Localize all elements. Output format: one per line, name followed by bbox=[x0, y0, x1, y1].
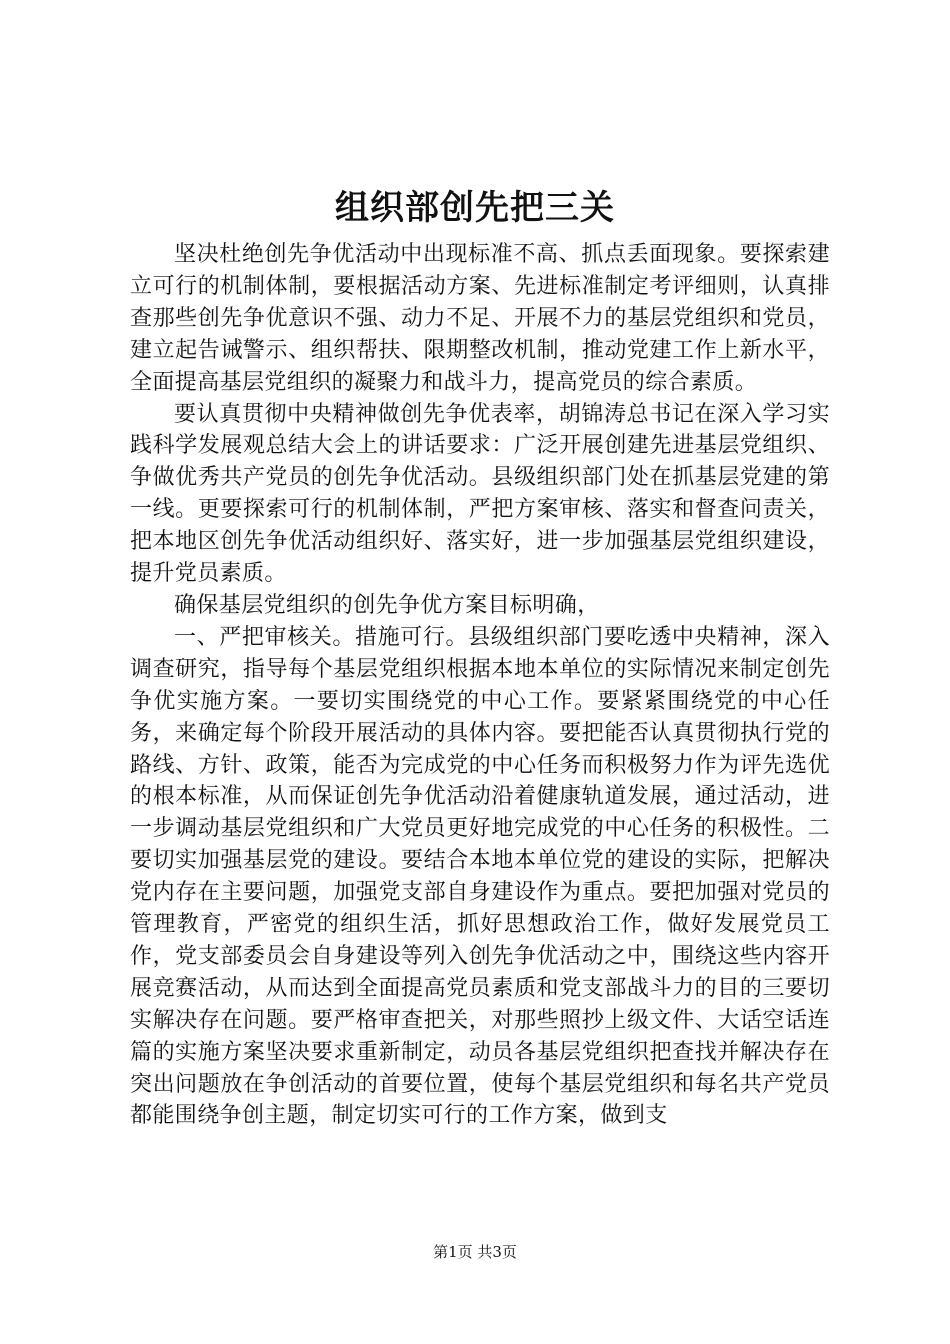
paragraph-1: 坚决杜绝创先争优活动中出现标准不高、抓点丢面现象。要探索建立可行的机制体制，要根据活动方案、先进标准制定考评细则，认真排查那些创先争优意识不强、动力不足、开展不力的基层党组织和党员，建立起告诫警示、组织帮扶、限期整改机制，推动党建工作上新水平，全面提高基层党组织的凝聚力和战斗力，提高党员的综合素质。 bbox=[130, 242, 830, 395]
paragraph-2: 要认真贯彻中央精神做创先争优表率，胡锦涛总书记在深入学习实践科学发展观总结大会上的讲话要求：广泛开展创建先进基层党组织、争做优秀共产党员的创先争优活动。县级组织部门处在抓基层党建的第一线。更要探索可行的机制体制，严把方案审核、落实和督查问责关，把本地区创先争优活动组织好、落实好，进一步加强基层党组织建设，提升党员素质。 bbox=[130, 401, 830, 587]
paragraph-4: 一、严把审核关。措施可行。县级组织部门要吃透中央精神，深入调查研究，指导每个基层党组织根据本地本单位的实际情况来制定创先争优实施方案。一要切实围绕党的中心工作。要紧紧围绕党的中心任务，来确定每个阶段开展活动的具体内容。要把能否认真贯彻执行党的路线、方针、政策，能否为完成党的中心任务而积极努力作为评先选优的根本标准，从而保证创先争优活动沿着健康轨道发展，通过活动，进一步调动基层党组织和广大党员更好地完成党的中心任务的积极性。二要切实加强基层党的建设。要结合本地本单位党的建设的实际，把解决党内存在主要问题，加强党支部自身建设作为重点。要把加强对党员的管理教育，严密党的组织生活，抓好思想政治工作，做好发展党员工作，党支部委员会自身建设等列入创先争优活动之中，围绕这些内容开展竞赛活动，从而达到全面提高党员素质和党支部战斗力的目的三要切实解决存在问题。要严格审查把关，对那些照抄上级文件、大话空话连篇的实施方案坚决要求重新制定，动员各基层党组织把查找并解决存在突出问题放在争创活动的首要位置，使每个基层党组织和每名共产党员都能围绕争创主题，制定切实可行的工作方案，做到支 bbox=[130, 624, 830, 1129]
document-title: 组织部创先把三关 bbox=[335, 188, 615, 228]
page-footer: 第1页 共3页 bbox=[433, 1243, 517, 1261]
document-body bbox=[130, 239, 830, 1132]
paragraph-3: 确保基层党组织的创先争优方案目标明确， bbox=[174, 592, 600, 618]
